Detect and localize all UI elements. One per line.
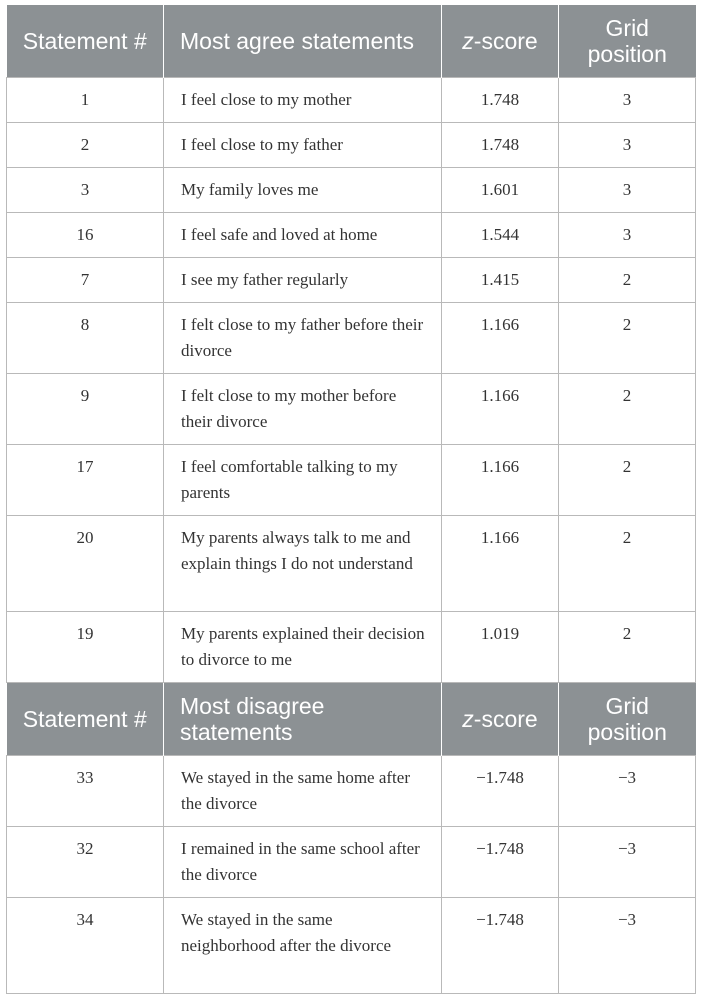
statement-text: We stayed in the same home after the divorce [164,756,442,827]
statement-number: 20 [7,516,164,612]
table-row [7,898,696,994]
statement-text: My parents explained their decision to divorce to me [164,612,442,683]
grid-position: −3 [559,756,696,827]
z-score: −1.748 [442,827,559,898]
table-row [7,78,696,123]
grid-position: 2 [559,303,696,374]
table-row [7,756,696,827]
grid-position: 2 [559,445,696,516]
z-score: 1.166 [442,303,559,374]
z-score: 1.544 [442,213,559,258]
grid-position: 3 [559,78,696,123]
statement-number: 34 [7,898,164,994]
statement-number: 17 [7,445,164,516]
header-statement-number: Statement # [7,683,164,756]
statement-text: We stayed in the same neighborhood after the divorce [164,898,442,994]
z-score: 1.415 [442,258,559,303]
statement-text: I remained in the same school after the divorce [164,827,442,898]
table-row [7,516,696,612]
header-z-score [442,683,559,756]
disagree-header-row [7,683,696,756]
statement-text: I felt close to my mother before their divorce [164,374,442,445]
table-row [7,827,696,898]
grid-position: −3 [559,827,696,898]
statements-table [6,5,696,994]
table-row [7,612,696,683]
header-z-letter: z [462,706,474,732]
statement-text: I see my father regularly [164,258,442,303]
statement-text: My family loves me [164,168,442,213]
z-score: 1.748 [442,123,559,168]
header-z-suffix: -score [473,706,538,732]
header-statement-number: Statement # [7,5,164,78]
agree-header-row [7,5,696,78]
header-most-disagree-statements: Most disagree statements [164,683,442,756]
header-most-agree-statements: Most agree statements [164,5,442,78]
statement-text: My parents always talk to me and explain things I do not understand [164,516,442,612]
statement-text: I feel comfortable talking to my parents [164,445,442,516]
header-z-score [442,5,559,78]
statement-number: 1 [7,78,164,123]
z-score: 1.019 [442,612,559,683]
z-score: −1.748 [442,756,559,827]
statement-number: 19 [7,612,164,683]
table-row [7,213,696,258]
grid-position: 2 [559,374,696,445]
z-score: 1.166 [442,445,559,516]
grid-position: −3 [559,898,696,994]
header-z-letter: z [462,28,474,54]
table-row [7,445,696,516]
statement-number: 33 [7,756,164,827]
grid-position: 2 [559,258,696,303]
z-score: 1.748 [442,78,559,123]
table-row [7,123,696,168]
statement-number: 8 [7,303,164,374]
statement-text: I feel close to my father [164,123,442,168]
statement-number: 2 [7,123,164,168]
statement-text: I feel close to my mother [164,78,442,123]
statement-text: I felt close to my father before their divorce [164,303,442,374]
statement-number: 32 [7,827,164,898]
table-row [7,374,696,445]
grid-position: 3 [559,213,696,258]
statement-text: I feel safe and loved at home [164,213,442,258]
z-score: −1.748 [442,898,559,994]
grid-position: 2 [559,612,696,683]
grid-position: 2 [559,516,696,612]
z-score: 1.166 [442,374,559,445]
z-score: 1.166 [442,516,559,612]
header-grid-position: Grid position [559,683,696,756]
grid-position: 3 [559,168,696,213]
statement-number: 9 [7,374,164,445]
statement-number: 3 [7,168,164,213]
table-row [7,258,696,303]
header-grid-position: Grid position [559,5,696,78]
table-row [7,168,696,213]
statement-number: 7 [7,258,164,303]
table-row [7,303,696,374]
grid-position: 3 [559,123,696,168]
z-score: 1.601 [442,168,559,213]
header-z-suffix: -score [473,28,538,54]
statement-number: 16 [7,213,164,258]
